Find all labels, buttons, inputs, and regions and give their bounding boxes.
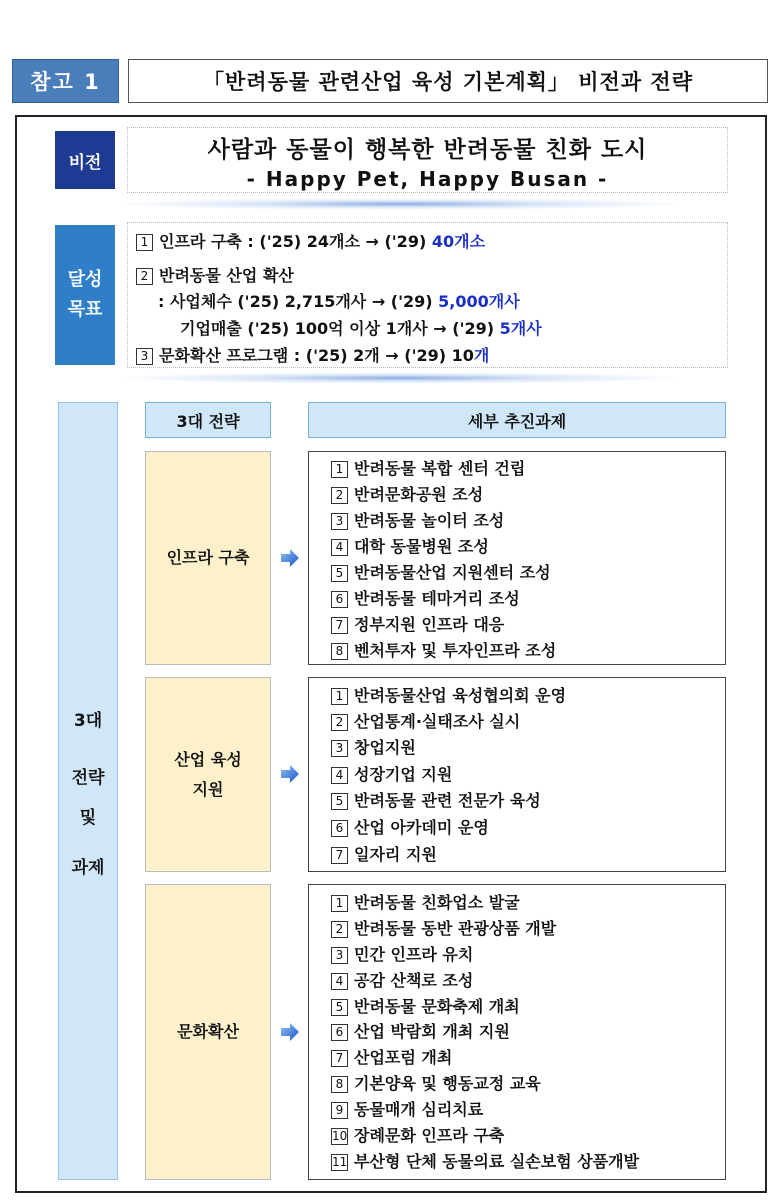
goal-industry-text: 반려동물 산업 확산 <box>159 266 294 285</box>
tasks-infra <box>308 451 726 665</box>
goal-label-line1: 달성 <box>67 269 103 290</box>
goal-label <box>55 225 115 365</box>
task-item <box>331 890 520 913</box>
task-text: 장례문화 인프라 구축 <box>354 1126 505 1145</box>
task-text: 민간 인프라 유치 <box>354 945 474 964</box>
task-item <box>331 638 556 661</box>
goal-infra <box>136 229 485 252</box>
strategy-side-line4: 과제 <box>71 858 105 878</box>
task-text: 산업통계·실태조사 실시 <box>354 712 521 731</box>
vision-label: 비전 <box>55 131 115 189</box>
strategy-side-line2: 전략 <box>71 768 105 788</box>
task-text: 기본양육 및 행동교정 교육 <box>354 1074 541 1093</box>
strategy-name-line2: 지원 <box>192 779 224 799</box>
task-item <box>331 762 452 785</box>
goal-label-line2: 목표 <box>67 299 103 320</box>
task-number: 7 <box>331 617 348 634</box>
task-text: 창업지원 <box>354 738 416 757</box>
goal-box <box>127 222 728 368</box>
task-number: 1 <box>331 688 348 705</box>
task-item <box>331 482 483 505</box>
task-number: 3 <box>331 947 348 964</box>
task-number: 6 <box>331 591 348 608</box>
task-text: 대학 동물병원 조성 <box>354 537 489 556</box>
task-number: 7 <box>331 1050 348 1067</box>
vision-slogan: - Happy Pet, Happy Busan - <box>246 167 609 191</box>
task-item <box>331 508 504 531</box>
reference-badge: 참고 1 <box>12 59 119 103</box>
task-item <box>331 586 520 609</box>
task-text: 산업포럼 개최 <box>354 1048 453 1067</box>
goal-number: 3 <box>136 348 153 365</box>
task-number: 1 <box>331 895 348 912</box>
goal-culture-target: 개 <box>473 346 490 365</box>
goal-infra-text: 인프라 구축 : ('25) 24개소 → ('29) <box>159 232 432 251</box>
task-text: 동물매개 심리치료 <box>354 1100 484 1119</box>
strategy-infra <box>145 451 271 665</box>
vision-box <box>127 127 728 193</box>
page-title: 「반려동물 관련산업 육성 기본계획」 비전과 전략 <box>128 59 768 103</box>
task-number: 11 <box>332 1155 348 1169</box>
goal-culture-text: 문화확산 프로그램 : ('25) 2개 → ('29) 10 <box>159 346 474 365</box>
strategy-industry <box>145 677 271 872</box>
task-text: 벤처투자 및 투자인프라 조성 <box>354 641 557 660</box>
task-number: 9 <box>331 1102 348 1119</box>
task-item <box>331 1019 510 1042</box>
task-item <box>331 1097 483 1120</box>
task-text: 반려동물 테마거리 조성 <box>354 589 520 608</box>
task-item <box>331 842 437 865</box>
strategy-name: 문화확산 <box>177 1022 239 1041</box>
task-item <box>331 560 551 583</box>
goal-industry-companies <box>158 289 520 312</box>
task-item <box>331 534 489 557</box>
task-number: 5 <box>331 999 348 1016</box>
goal-companies-target: 5,000개사 <box>438 292 520 311</box>
task-number: 1 <box>331 461 348 478</box>
goal-companies-text: : 사업체수 ('25) 2,715개사 → ('29) <box>158 292 439 311</box>
arrow-right-icon <box>280 1022 300 1042</box>
task-item <box>331 683 566 706</box>
task-item <box>331 968 473 991</box>
task-number: 4 <box>331 973 348 990</box>
goal-culture <box>136 343 489 366</box>
task-number: 3 <box>331 740 348 757</box>
task-item <box>331 1071 541 1094</box>
tasks-industry <box>308 677 726 872</box>
vision-statement: 사람과 동물이 행복한 반려동물 친화 도시 <box>207 137 648 163</box>
task-item <box>331 709 520 732</box>
task-number: 3 <box>331 513 348 530</box>
task-text: 일자리 지원 <box>354 845 437 864</box>
task-number: 6 <box>331 820 348 837</box>
task-text: 부산형 단체 동물의료 실손보험 상품개발 <box>354 1152 640 1171</box>
tasks-header: 세부 추진과제 <box>308 402 726 438</box>
task-text: 반려동물 놀이터 조성 <box>354 511 505 530</box>
task-text: 공감 산책로 조성 <box>354 971 474 990</box>
arrow-right-icon <box>280 548 300 568</box>
task-item <box>331 994 520 1017</box>
task-number: 5 <box>331 565 348 582</box>
goal-industry-revenue <box>180 316 542 339</box>
strategy-side-line3: 및 <box>79 808 97 828</box>
strategy-header: 3대 전략 <box>145 402 271 438</box>
goal-number: 1 <box>136 234 153 251</box>
task-text: 산업 아카데미 운영 <box>354 818 489 837</box>
divider-glow-bottom <box>110 372 690 384</box>
strategy-side-line1: 3대 <box>73 711 103 731</box>
task-item <box>331 456 525 479</box>
task-text: 반려문화공원 조성 <box>354 485 484 504</box>
task-text: 산업 박람회 개최 지원 <box>354 1022 510 1041</box>
task-number: 8 <box>331 1076 348 1093</box>
task-number: 4 <box>331 539 348 556</box>
task-text: 반려동물 복합 센터 건립 <box>354 459 526 478</box>
task-number: 6 <box>331 1024 348 1041</box>
goal-revenue-text: 기업매출 ('25) 100억 이상 1개사 → ('29) <box>180 319 500 338</box>
task-item <box>331 735 416 758</box>
task-item <box>331 942 473 965</box>
goal-revenue-target: 5개사 <box>499 319 542 338</box>
task-text: 성장기업 지원 <box>354 765 453 784</box>
task-text: 반려동물산업 육성협의회 운영 <box>354 686 567 705</box>
strategy-name: 인프라 구축 <box>166 548 250 567</box>
task-text: 반려동물 친화업소 발굴 <box>354 893 520 912</box>
tasks-culture <box>308 884 726 1180</box>
task-number: 2 <box>331 487 348 504</box>
task-number: 7 <box>331 847 348 864</box>
arrow-right-icon <box>280 764 300 784</box>
task-text: 반려동물 관련 전문가 육성 <box>354 791 541 810</box>
task-item <box>331 815 489 838</box>
divider-glow-top <box>110 198 690 210</box>
task-number: 2 <box>331 921 348 938</box>
strategy-side-label <box>58 402 118 1180</box>
task-text: 반려동물 문화축제 개최 <box>354 997 520 1016</box>
task-text: 정부지원 인프라 대응 <box>354 615 505 634</box>
goal-infra-target: 40개소 <box>431 232 486 251</box>
task-item <box>331 1045 452 1068</box>
task-item <box>331 1123 504 1146</box>
task-number: 8 <box>331 643 348 660</box>
strategy-culture <box>145 884 271 1180</box>
task-number: 4 <box>331 767 348 784</box>
task-number: 2 <box>331 714 348 731</box>
task-item <box>331 1149 639 1172</box>
task-item <box>331 916 556 939</box>
task-number: 10 <box>332 1129 348 1143</box>
task-item <box>331 612 504 635</box>
task-item <box>331 788 541 811</box>
task-text: 반려동물 동반 관광상품 개발 <box>354 919 557 938</box>
task-text: 반려동물산업 지원센터 조성 <box>354 563 551 582</box>
task-number: 5 <box>331 793 348 810</box>
strategy-name: 산업 육성 <box>174 749 242 769</box>
goal-number: 2 <box>136 268 153 285</box>
goal-industry <box>136 263 294 286</box>
